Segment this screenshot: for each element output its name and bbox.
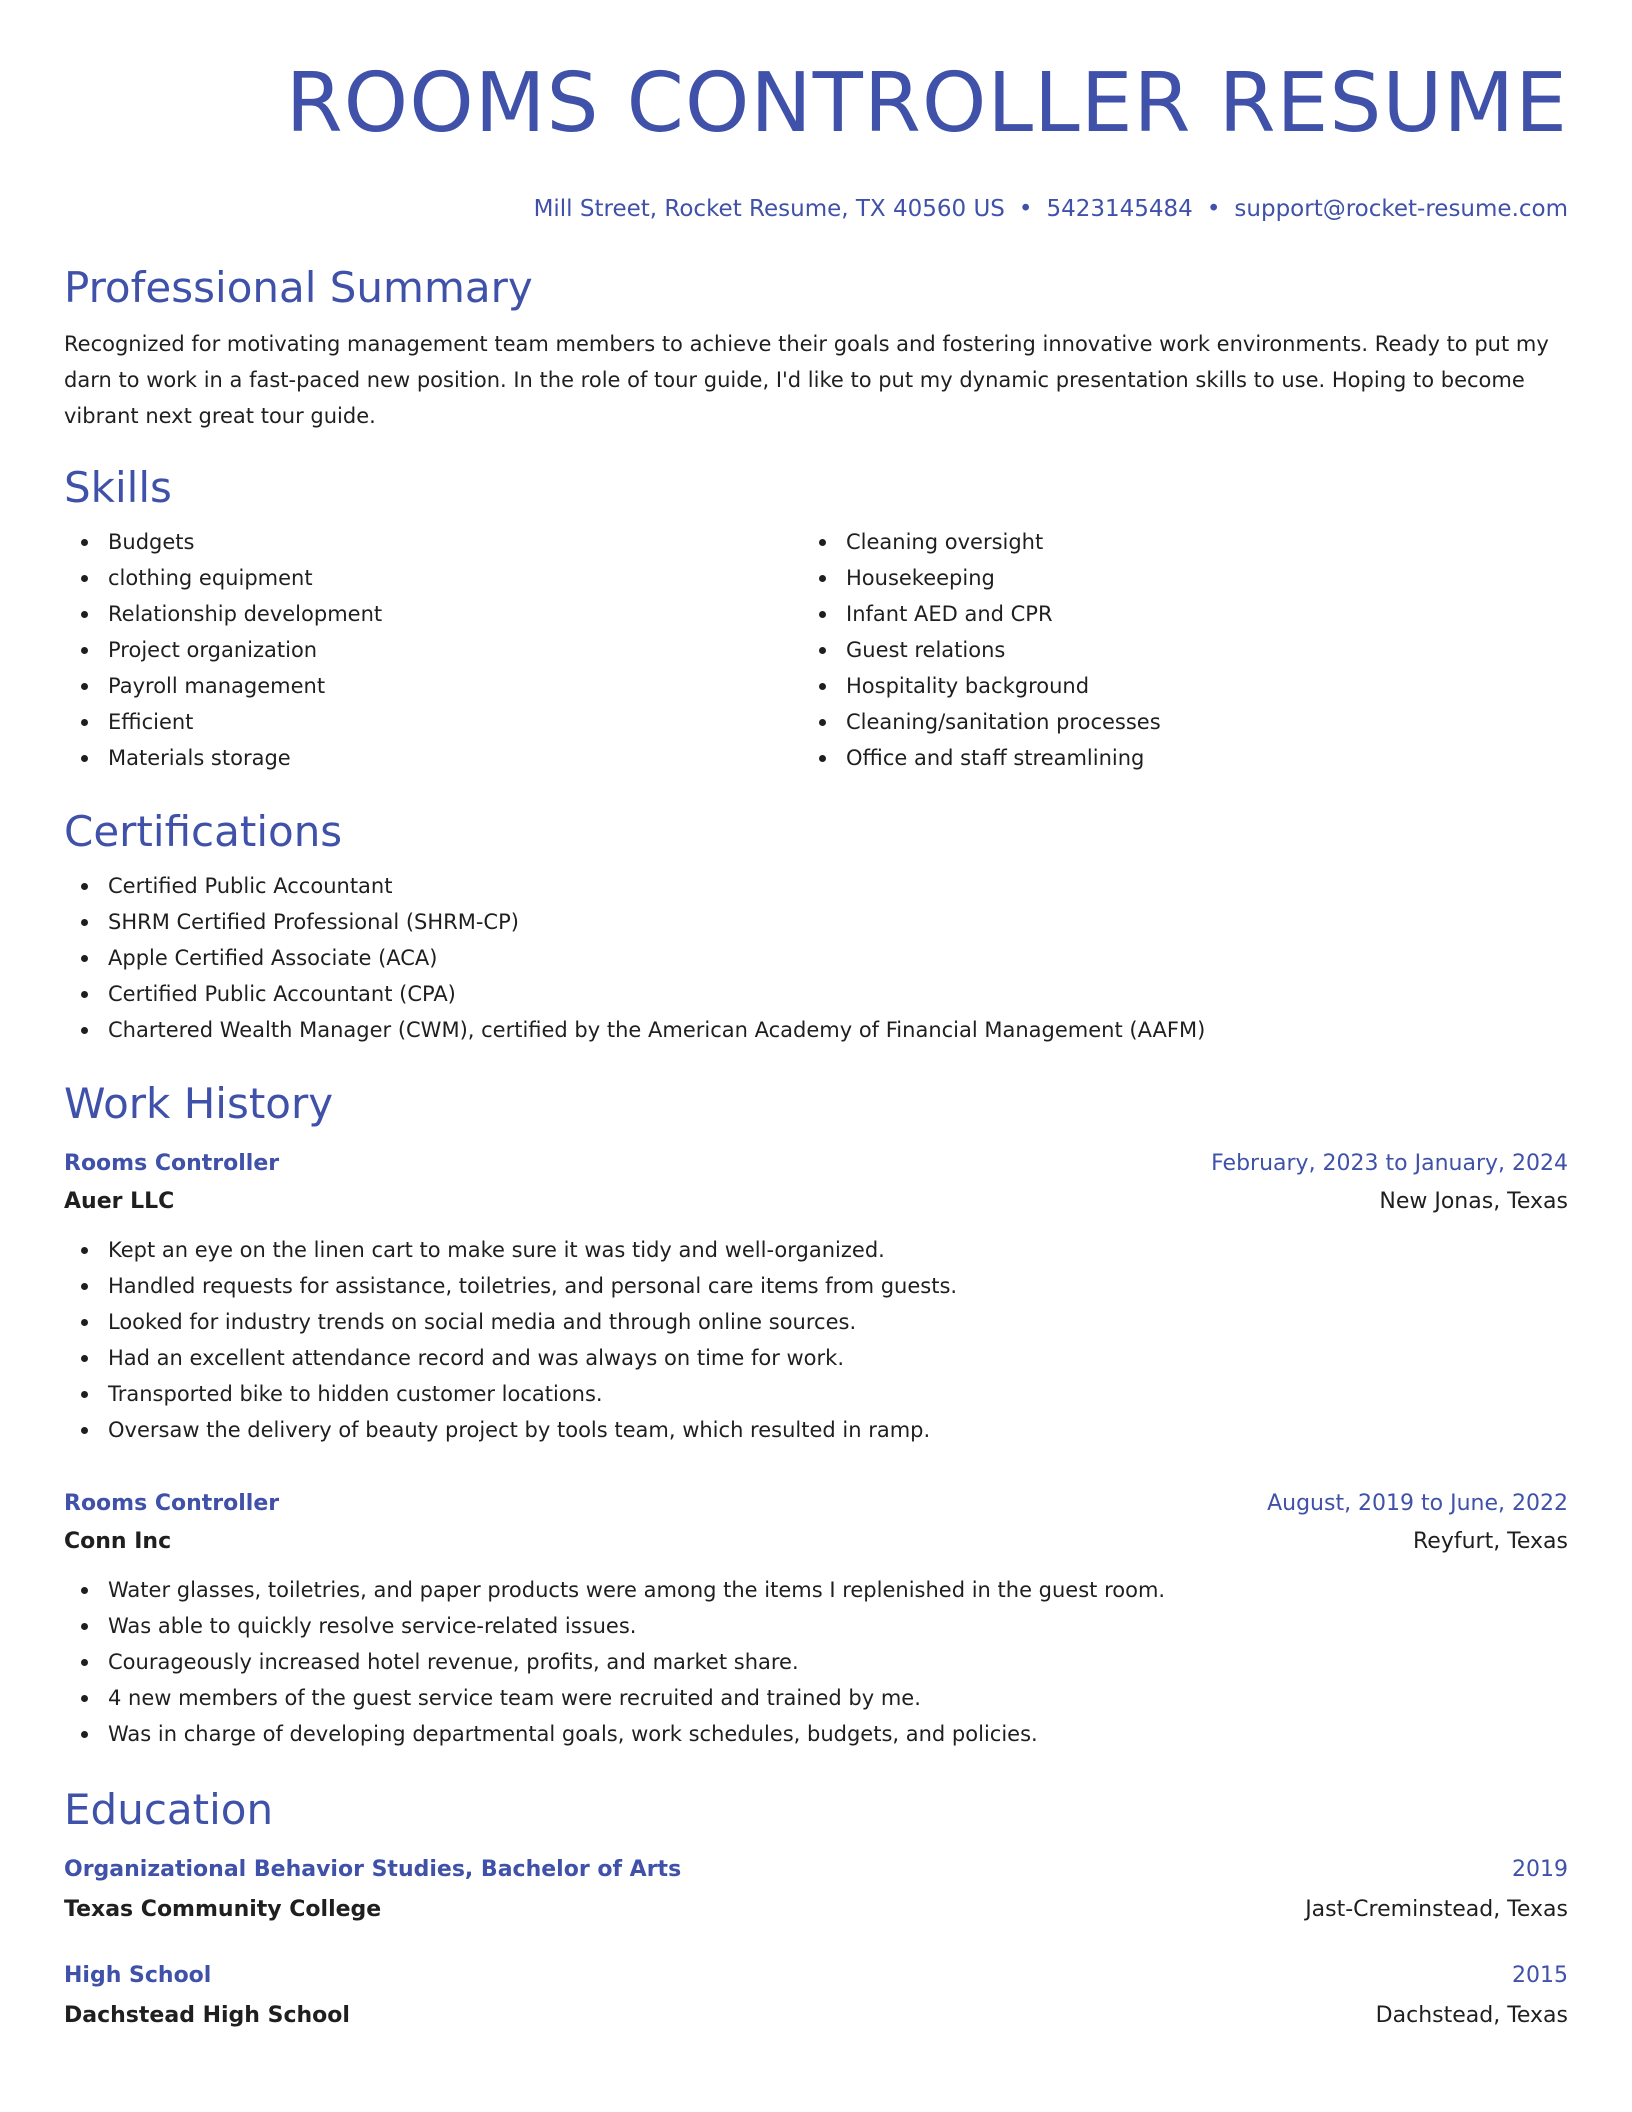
job-duty-item: Courageously increased hotel revenue, profits, and market share. xyxy=(64,1644,1568,1680)
education-heading: Education xyxy=(64,1785,274,1834)
job-duty-item: Handled requests for assistance, toiletries, and personal care items from guests. xyxy=(64,1268,1568,1304)
certification-item: Apple Certified Associate (ACA) xyxy=(64,940,1568,976)
contact-address: Mill Street, Rocket Resume, TX 40560 US xyxy=(533,196,1005,222)
education-degree: High School xyxy=(64,1963,212,1988)
skill-item: Payroll management xyxy=(64,668,802,704)
job-company-row xyxy=(64,1526,1568,1558)
education-entry xyxy=(64,1960,1568,2032)
certifications-list xyxy=(64,868,1568,1048)
skill-item: Materials storage xyxy=(64,740,802,776)
skill-item: Project organization xyxy=(64,632,802,668)
skills-column-left xyxy=(64,524,802,776)
skills-list-left xyxy=(64,524,802,776)
skill-item: Housekeeping xyxy=(802,560,1568,596)
certification-item: Certified Public Accountant xyxy=(64,868,1568,904)
skill-item: clothing equipment xyxy=(64,560,802,596)
education-school: Dachstead High School xyxy=(64,2003,350,2028)
education-year: 2019 xyxy=(1512,1857,1568,1882)
contact-email: support@rocket-resume.com xyxy=(1234,196,1568,222)
certifications-heading: Certifications xyxy=(64,807,343,856)
education-degree-row xyxy=(64,1960,1568,1992)
job-duty-item: Was able to quickly resolve service-related issues. xyxy=(64,1608,1568,1644)
job-duty-item: Was in charge of developing departmental goals, work schedules, budgets, and policies. xyxy=(64,1716,1568,1752)
job-location: New Jonas, Texas xyxy=(1379,1189,1568,1214)
education-school: Texas Community College xyxy=(64,1897,382,1922)
education-year: 2015 xyxy=(1512,1963,1568,1988)
job-company: Auer LLC xyxy=(64,1189,175,1214)
job-duty-item: 4 new members of the guest service team were recruited and trained by me. xyxy=(64,1680,1568,1716)
education-school-row xyxy=(64,1894,1568,1926)
skill-item: Efficient xyxy=(64,704,802,740)
education-degree: Organizational Behavior Studies, Bachelor of Arts xyxy=(64,1857,682,1882)
job-entry xyxy=(64,1148,1568,1448)
skill-item: Cleaning oversight xyxy=(802,524,1568,560)
job-duty-item: Had an excellent attendance record and was always on time for work. xyxy=(64,1340,1568,1376)
skills-column-right xyxy=(802,524,1568,776)
contact-phone: 5423145484 xyxy=(1046,196,1193,222)
job-duties-list xyxy=(64,1232,1568,1448)
skill-item: Budgets xyxy=(64,524,802,560)
certification-item: Chartered Wealth Manager (CWM), certified by the American Academy of Financial Management (AAFM) xyxy=(64,1012,1568,1048)
job-company-row xyxy=(64,1186,1568,1218)
skills-columns xyxy=(64,524,1568,776)
job-location: Reyfurt, Texas xyxy=(1412,1529,1568,1554)
certification-item: SHRM Certified Professional (SHRM-CP) xyxy=(64,904,1568,940)
job-title-row xyxy=(64,1488,1568,1520)
job-duty-item: Looked for industry trends on social media and through online sources. xyxy=(64,1304,1568,1340)
summary-heading: Professional Summary xyxy=(64,263,533,312)
certification-item: Certified Public Accountant (CPA) xyxy=(64,976,1568,1012)
skill-item: Office and staff streamlining xyxy=(802,740,1568,776)
job-duty-item: Oversaw the delivery of beauty project by tools team, which resulted in ramp. xyxy=(64,1412,1568,1448)
contact-line xyxy=(64,194,1568,224)
job-role: Rooms Controller xyxy=(64,1151,280,1176)
summary-text: Recognized for motivating management team members to achieve their goals and fostering innovative work environments. Ready to put my darn to work in a fast-paced new position. In the role of tour guide, I'd like to put my dynamic presentation skills to use. Hoping to become vibrant next great tour guide. xyxy=(64,332,1549,428)
skill-item: Cleaning/sanitation processes xyxy=(802,704,1568,740)
resume-title: ROOMS CONTROLLER RESUME xyxy=(285,56,1568,151)
skill-item: Relationship development xyxy=(64,596,802,632)
job-duty-item: Kept an eye on the linen cart to make sure it was tidy and well-organized. xyxy=(64,1232,1568,1268)
skills-list-right xyxy=(802,524,1568,776)
skills-heading: Skills xyxy=(64,463,172,512)
work-history-heading: Work History xyxy=(64,1079,334,1128)
job-entry xyxy=(64,1488,1568,1752)
job-role: Rooms Controller xyxy=(64,1491,280,1516)
job-duty-item: Water glasses, toiletries, and paper products were among the items I replenished in the guest room. xyxy=(64,1572,1568,1608)
job-dates: August, 2019 to June, 2022 xyxy=(1267,1491,1568,1516)
contact-separator: • xyxy=(1206,196,1221,222)
education-location: Jast-Creminstead, Texas xyxy=(1305,1897,1568,1922)
skill-item: Guest relations xyxy=(802,632,1568,668)
job-title-row xyxy=(64,1148,1568,1180)
contact-separator: • xyxy=(1018,196,1033,222)
education-location: Dachstead, Texas xyxy=(1375,2003,1568,2028)
job-duty-item: Transported bike to hidden customer locations. xyxy=(64,1376,1568,1412)
education-entry xyxy=(64,1854,1568,1926)
education-degree-row xyxy=(64,1854,1568,1886)
skill-item: Infant AED and CPR xyxy=(802,596,1568,632)
job-duties-list xyxy=(64,1572,1568,1752)
job-dates: February, 2023 to January, 2024 xyxy=(1211,1151,1568,1176)
skill-item: Hospitality background xyxy=(802,668,1568,704)
job-company: Conn Inc xyxy=(64,1529,172,1554)
education-school-row xyxy=(64,2000,1568,2032)
